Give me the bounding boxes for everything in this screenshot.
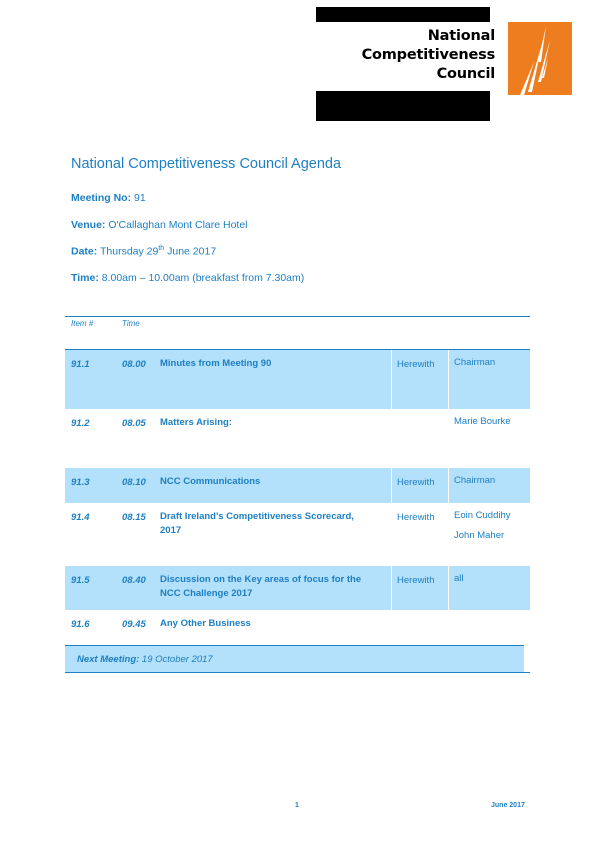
row-document: Herewith: [397, 477, 435, 488]
row-time: 08.40: [122, 575, 146, 586]
row-subject: Minutes from Meeting 90: [160, 358, 272, 369]
meeting-label: Meeting No:: [71, 192, 132, 204]
logo-bar-top: [316, 7, 490, 22]
row-item-number: 91.6: [71, 619, 90, 630]
date-value-pre: Thursday 29: [97, 245, 159, 258]
page-title: National Competitiveness Council Agenda: [71, 156, 342, 172]
logo-line-1: National: [427, 28, 495, 44]
date-label: Date:: [71, 245, 98, 258]
row-time: 08.00: [122, 359, 146, 370]
row-item-number: 91.3: [71, 477, 90, 488]
date-value-sup: th: [158, 245, 165, 252]
meeting-value: 91: [131, 192, 146, 204]
row-presenter: all: [454, 573, 464, 584]
venue: [71, 219, 248, 231]
venue-value: O'Callaghan Mont Clare Hotel: [105, 219, 248, 231]
row-document: Herewith: [397, 359, 435, 370]
row-presenter: Chairman: [454, 475, 496, 486]
row-presenter: Marie Bourke: [454, 416, 511, 427]
table-row: [65, 566, 530, 610]
row-time: 08.15: [122, 512, 146, 523]
row-subject: Discussion on the Key areas of focus for the NCC Challenge 2017: [160, 574, 362, 599]
table-row: [65, 468, 530, 503]
logo-line-3: Council: [436, 66, 495, 82]
logo-bar-bottom: [316, 91, 490, 121]
row-item-number: 91.1: [71, 359, 90, 370]
row-presenter: [454, 506, 511, 546]
row-time: 09.45: [122, 619, 146, 630]
table-bottom-rule: [65, 672, 530, 673]
row-time: 08.10: [122, 477, 146, 488]
next-meeting-row: [65, 646, 524, 672]
column-divider: [391, 468, 392, 503]
table-row: [65, 409, 530, 468]
table-row: [65, 610, 530, 644]
row-item-number: 91.5: [71, 575, 90, 586]
presenter-name: John Maher: [454, 530, 505, 541]
column-divider: [391, 566, 392, 610]
time-label: Time:: [71, 272, 99, 284]
row-subject: Draft Ireland's Competitiveness Scorecard, 2017: [160, 511, 354, 536]
table-row: [65, 350, 530, 409]
date-value-post: June 2017: [164, 245, 217, 258]
table-top-rule: [65, 316, 530, 317]
footer-date: June 2017: [491, 802, 525, 809]
table-row: [65, 503, 530, 566]
row-document: Herewith: [397, 512, 435, 523]
row-item-number: 91.2: [71, 418, 90, 429]
column-divider: [448, 566, 449, 610]
next-meeting-label: Next Meeting:: [77, 654, 140, 665]
logo-line-2: Competitiveness: [361, 47, 495, 63]
row-time: 08.05: [122, 418, 146, 429]
column-divider: [448, 350, 449, 409]
header-time: Time: [122, 319, 140, 328]
column-divider: [448, 468, 449, 503]
time-value: 8.00am – 10.00am (breakfast from 7.30am): [98, 272, 305, 284]
venue-label: Venue:: [71, 219, 106, 231]
column-divider: [391, 350, 392, 409]
row-subject: Matters Arising:: [160, 417, 232, 428]
row-item-number: 91.4: [71, 512, 90, 523]
next-meeting-value: 19 October 2017: [139, 654, 213, 665]
row-document: Herewith: [397, 575, 435, 586]
logo-wordmark: [362, 27, 495, 84]
page-number: 1: [295, 802, 299, 809]
row-presenter: Chairman: [454, 357, 496, 368]
meeting-number: [71, 192, 146, 204]
row-subject: Any Other Business: [160, 618, 251, 629]
header-item: Item #: [71, 319, 94, 328]
presenter-name: Eoin Cuddihy: [454, 510, 511, 521]
next-meeting: [77, 654, 213, 665]
row-subject: NCC Communications: [160, 476, 261, 487]
logo-emblem-icon: [508, 22, 572, 95]
time: [71, 272, 304, 284]
date: [71, 245, 216, 258]
